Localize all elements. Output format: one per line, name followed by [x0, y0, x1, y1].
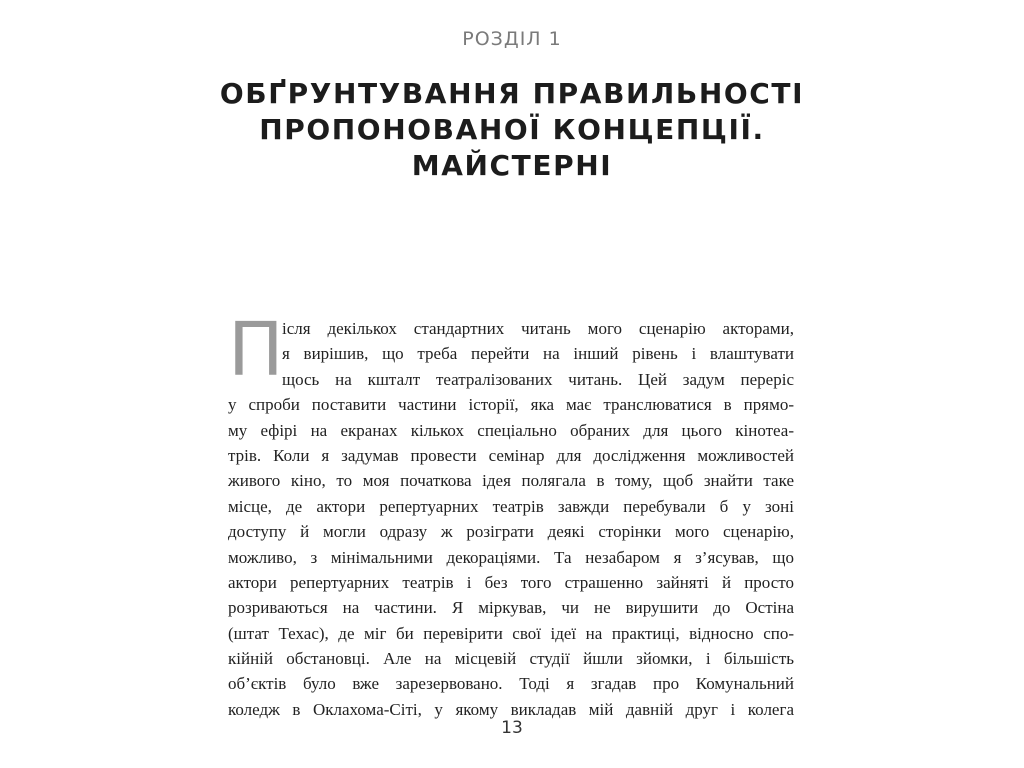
body-paragraph [228, 307, 794, 722]
text-line: розриваються на частини. Я міркував, чи не вирушити до Остіна [228, 598, 794, 618]
page-number: 13 [501, 718, 523, 738]
text-line: доступу й могли одразу ж розіграти деякі сторінки мого сценарію, [228, 522, 794, 542]
text-line: ісля декількох стандартних читань мого сценарію акторами, [282, 319, 794, 338]
text-line: об’єктів було вже зарезервовано. Тоді я згадав про Комунальний [228, 674, 794, 694]
text-line: щось на кшталт театралізованих читань. Цей задум переріс [282, 369, 794, 389]
text-line: я вирішив, що треба перейти на інший рівень і влаштувати [282, 344, 794, 364]
chapter-title-line: ОБҐРУНТУВАННЯ ПРАВИЛЬНОСТІ [219, 77, 805, 110]
chapter-title [0, 76, 1024, 184]
text-line: місце, де актори репертуарних театрів завжди перебували б у зоні [228, 496, 794, 516]
text-line: (штат Техас), де міг би перевірити свої ідеї на практиці, відносно спо- [228, 623, 794, 643]
chapter-label: РОЗДІЛ 1 [462, 28, 562, 50]
chapter-title-line: МАЙСТЕРНІ [411, 149, 613, 182]
text-line: коледж в Оклахома-Сіті, у якому викладав мій давній друг і колега [228, 699, 794, 719]
text-line: у спроби поставити частини історії, яка має транслюватися в прямо- [228, 395, 794, 415]
drop-cap: П [228, 307, 284, 393]
text-line: актори репертуарних театрів і без того страшенно зайняті й просто [228, 572, 794, 592]
text-line: му ефірі на екранах кількох спеціально обраних для цього кінотеа- [228, 420, 794, 440]
text-line: трів. Коли я задумав провести семінар для дослідження можливостей [228, 445, 794, 465]
text-line: кійній обстановці. Але на місцевій студії йшли зйомки, і більшість [228, 649, 794, 669]
chapter-title-line: ПРОПОНОВАНОЇ КОНЦЕПЦІЇ. [259, 113, 765, 146]
text-line: живого кіно, то моя початкова ідея полягала в тому, щоб знайти таке [228, 471, 794, 491]
text-line: можливо, з мінімальними декораціями. Та незабаром я з’ясував, що [228, 547, 794, 567]
